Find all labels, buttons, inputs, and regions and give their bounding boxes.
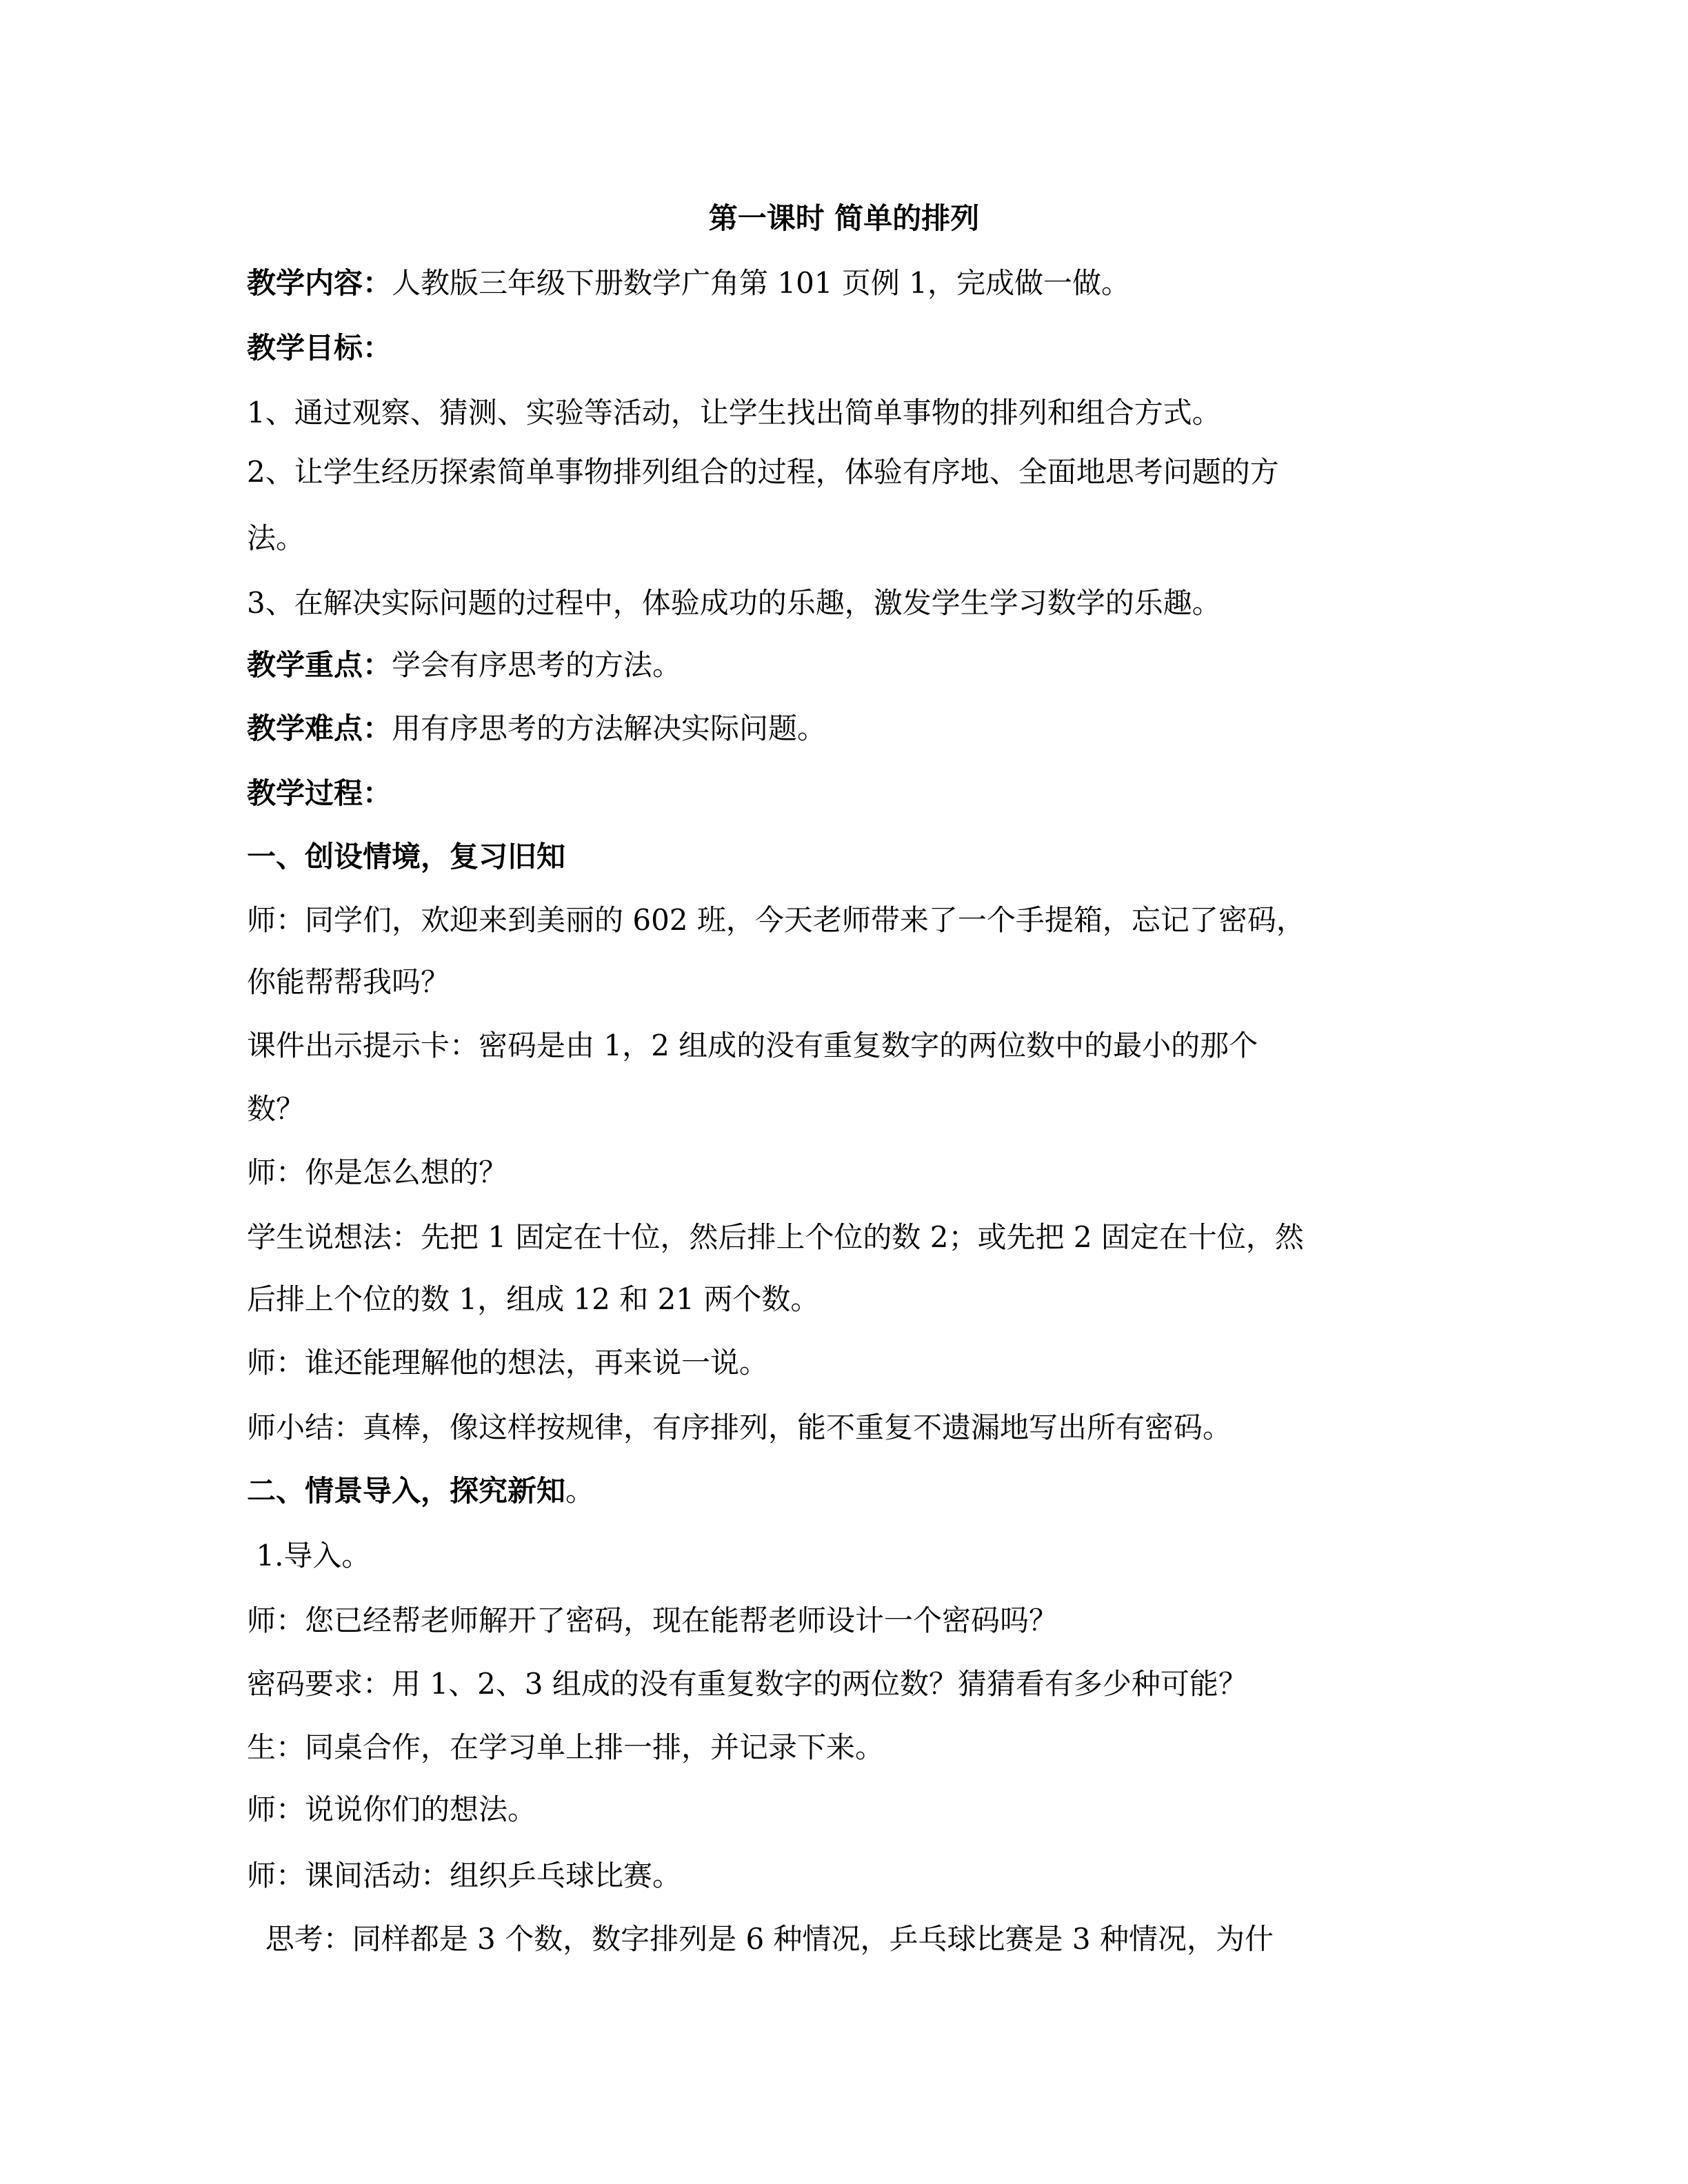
section1-line: 学生说想法：先把 1 固定在十位，然后排上个位的数 2；或先把 2 固定在十位，然 bbox=[247, 1220, 1304, 1254]
teaching-goals-label: 教学目标： bbox=[247, 331, 392, 365]
teaching-content-label: 教学内容： bbox=[247, 266, 392, 300]
section2-line: 1.导入。 bbox=[247, 1539, 371, 1573]
section2-line: 生：同桌合作，在学习单上排一排，并记录下来。 bbox=[247, 1730, 885, 1764]
section2-line: 密码要求：用 1、2、3 组成的没有重复数字的两位数？猜猜看有多少种可能？ bbox=[247, 1667, 1247, 1701]
teaching-content-line bbox=[247, 266, 1130, 301]
teaching-content-text: 人教版三年级下册数学广角第 101 页例 1，完成做一做。 bbox=[392, 266, 1130, 300]
key-point-text: 学会有序思考的方法。 bbox=[392, 648, 682, 682]
section2-line: 思考：同样都是 3 个数，数字排列是 6 种情况，乒乓球比赛是 3 种情况，为什 bbox=[247, 1922, 1274, 1956]
section2-line: 师：您已经帮老师解开了密码，现在能帮老师设计一个密码吗？ bbox=[247, 1604, 1058, 1637]
section2-heading-line bbox=[247, 1474, 594, 1508]
difficulty-line bbox=[247, 711, 826, 746]
goal-item-continuation: 法。 bbox=[247, 521, 305, 555]
section1-heading: 一、创设情境，复习旧知 bbox=[247, 840, 566, 873]
goal-item: 3、在解决实际问题的过程中，体验成功的乐趣，激发学生学习数学的乐趣。 bbox=[247, 586, 1221, 620]
section1-line: 师小结：真棒，像这样按规律，有序排列，能不重复不遗漏地写出所有密码。 bbox=[247, 1410, 1232, 1444]
section2-heading-tail: 。 bbox=[565, 1474, 595, 1508]
section1-line: 后排上个位的数 1，组成 12 和 21 两个数。 bbox=[247, 1282, 820, 1316]
page-title: 第一课时 简单的排列 bbox=[708, 201, 980, 235]
section1-line: 师：同学们，欢迎来到美丽的 602 班，今天老师带来了一个手提箱，忘记了密码， bbox=[247, 903, 1305, 937]
section2-heading: 二、情景导入，探究新知 bbox=[247, 1474, 566, 1508]
key-point-label: 教学重点： bbox=[247, 648, 392, 682]
goal-item: 1、通过观察、猜测、实验等活动，让学生找出简单事物的排列和组合方式。 bbox=[247, 396, 1221, 429]
section1-line: 你能帮帮我吗？ bbox=[247, 965, 450, 999]
goal-item: 2、让学生经历探索简单事物排列组合的过程，体验有序地、全面地思考问题的方 bbox=[247, 455, 1279, 489]
section2-line: 师：说说你们的想法。 bbox=[247, 1792, 537, 1826]
section1-line: 师：谁还能理解他的想法，再来说一说。 bbox=[247, 1346, 769, 1379]
difficulty-text: 用有序思考的方法解决实际问题。 bbox=[392, 711, 827, 745]
section1-line: 数？ bbox=[247, 1092, 305, 1126]
process-label: 教学过程： bbox=[247, 776, 392, 810]
key-point-line bbox=[247, 648, 681, 682]
section2-line: 师：课间活动：组织乒乓球比赛。 bbox=[247, 1859, 682, 1892]
section1-line: 师：你是怎么想的？ bbox=[247, 1155, 508, 1189]
section1-line: 课件出示提示卡：密码是由 1，2 组成的没有重复数字的两位数中的最小的那个 bbox=[247, 1029, 1258, 1062]
difficulty-label: 教学难点： bbox=[247, 711, 392, 745]
